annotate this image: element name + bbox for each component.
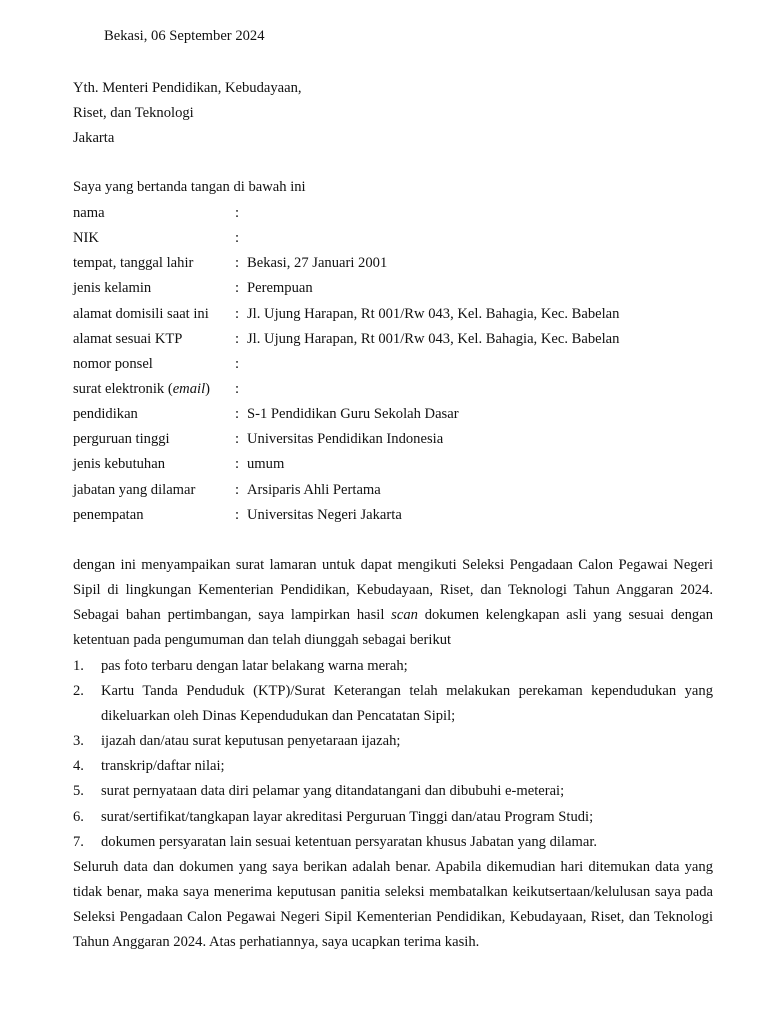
field-row-phone [73, 352, 733, 377]
field-row-birth [73, 251, 733, 276]
field-colon: : [235, 456, 240, 473]
list-item [73, 754, 713, 779]
field-row-ktp-address [73, 327, 733, 352]
attachment-list [73, 654, 713, 855]
list-text: Kartu Tanda Penduduk (KTP)/Surat Keterangan telah melakukan perekaman kependudukan yang dikeluarkan oleh Dinas Kependudukan dan Pencatatan Sipil; [101, 682, 713, 724]
list-number: 5. [73, 783, 84, 800]
field-value: Jl. Ujung Harapan, Rt 001/Rw 043, Kel. Bahagia, Kec. Babelan [247, 330, 620, 347]
field-colon: : [235, 355, 240, 372]
application-paragraph [73, 553, 713, 654]
field-value: Perempuan [247, 280, 313, 297]
field-value: S-1 Pendidikan Guru Sekolah Dasar [247, 406, 459, 423]
field-row-education [73, 402, 733, 427]
list-text: dokumen persyaratan lain sesuai ketentuan persyaratan khusus Jabatan yang dilamar. [101, 833, 598, 850]
list-text: ijazah dan/atau surat keputusan penyetaraan ijazah; [101, 733, 401, 750]
paragraph-text: dokumen kelengkapan asli yang sesuai dengan ketentuan pada pengumuman dan telah diunggah sebagai berikut [73, 607, 714, 649]
list-item [73, 679, 713, 729]
field-colon: : [235, 381, 240, 398]
field-row-email [73, 377, 733, 402]
recipient-line: Yth. Menteri Pendidikan, Kebudayaan, [73, 80, 302, 96]
list-item [73, 654, 713, 679]
recipient-block [73, 76, 302, 152]
field-colon: : [235, 330, 240, 347]
field-colon: : [235, 205, 240, 222]
field-label-emphasis: email [172, 381, 206, 398]
field-label-text: ) [205, 381, 211, 398]
field-value: Universitas Negeri Jakarta [247, 506, 402, 523]
field-label: jenis kebutuhan [73, 456, 166, 473]
field-colon: : [235, 255, 240, 272]
field-row-placement [73, 503, 733, 528]
field-value: Jl. Ujung Harapan, Rt 001/Rw 043, Kel. Bahagia, Kec. Babelan [247, 305, 620, 322]
letter-body [73, 553, 713, 956]
list-text: surat pernyataan data diri pelamar yang ditandatangani dan dibubuhi e-meterai; [101, 783, 565, 800]
field-label: penempatan [73, 506, 144, 523]
recipient-city: Jakarta [73, 130, 115, 147]
field-label: pendidikan [73, 406, 138, 423]
personal-data-fields [73, 201, 733, 528]
field-row-gender [73, 276, 733, 301]
list-number: 2. [73, 682, 84, 699]
list-text: pas foto terbaru dengan latar belakang warna merah; [101, 657, 408, 674]
closing-paragraph: Seluruh data dan dokumen yang saya berikan adalah benar. Apabila dikemudian hari ditemukan data yang tidak benar, maka saya menerima keputusan panitia seleksi membatalkan keikutsertaan/kelulusan saya pada Seleksi Pengadaan Calon Pegawai Negeri Sipil Kementerian Pendidikan, Kebudayaan, Riset, dan Teknologi Tahun Anggaran 2024. Atas perhatiannya, saya ucapkan terima kasih. [73, 858, 713, 951]
field-label: nama [73, 205, 105, 222]
field-label: tempat, tanggal lahir [73, 255, 194, 272]
list-text: transkrip/daftar nilai; [101, 758, 225, 775]
list-text: surat/sertifikat/tangkapan layar akreditasi Perguruan Tinggi dan/atau Program Studi; [101, 808, 594, 825]
field-row-university [73, 427, 733, 452]
field-colon: : [235, 230, 240, 247]
field-label-text: surat elektronik ( [73, 381, 173, 398]
field-value: Universitas Pendidikan Indonesia [247, 431, 444, 448]
field-row-domicile [73, 302, 733, 327]
intro-text: Saya yang bertanda tangan di bawah ini [73, 179, 306, 195]
field-label: jabatan yang dilamar [73, 481, 196, 498]
field-label: alamat sesuai KTP [73, 330, 183, 347]
list-number: 7. [73, 833, 84, 850]
list-item [73, 805, 713, 830]
list-item [73, 729, 713, 754]
field-row-nik [73, 226, 733, 251]
field-row-name [73, 201, 733, 226]
field-colon: : [235, 481, 240, 498]
field-label: alamat domisili saat ini [73, 305, 209, 322]
list-item [73, 779, 713, 804]
list-number: 4. [73, 758, 84, 775]
field-value: Bekasi, 27 Januari 2001 [247, 255, 388, 272]
field-value: umum [247, 456, 285, 473]
field-label [73, 381, 235, 398]
field-value: Arsiparis Ahli Pertama [247, 481, 381, 498]
field-colon: : [235, 406, 240, 423]
field-row-need-type [73, 452, 733, 477]
field-colon: : [235, 431, 240, 448]
field-label: jenis kelamin [73, 280, 152, 297]
paragraph-text: dengan ini menyampaikan surat lamaran untuk dapat mengikuti Seleksi Pengadaan Calon Pegawai Negeri Sipil di lingkungan Kementerian Pendidikan, Kebudayaan, Riset, dan Teknologi Tahun Anggaran 2024. Sebagai bahan pertimbangan, saya lampirkan hasil [73, 557, 713, 624]
list-number: 1. [73, 657, 84, 674]
field-colon: : [235, 305, 240, 322]
field-row-position [73, 478, 733, 503]
field-label: perguruan tinggi [73, 431, 170, 448]
list-item [73, 830, 713, 855]
field-label: nomor ponsel [73, 355, 153, 372]
field-label: NIK [73, 230, 99, 247]
paragraph-emphasis: scan [391, 607, 418, 624]
field-colon: : [235, 280, 240, 297]
field-colon: : [235, 506, 240, 523]
list-number: 3. [73, 733, 84, 750]
date-line: Bekasi, 06 September 2024 [104, 28, 265, 44]
recipient-line: Riset, dan Teknologi [73, 105, 194, 122]
list-number: 6. [73, 808, 84, 825]
